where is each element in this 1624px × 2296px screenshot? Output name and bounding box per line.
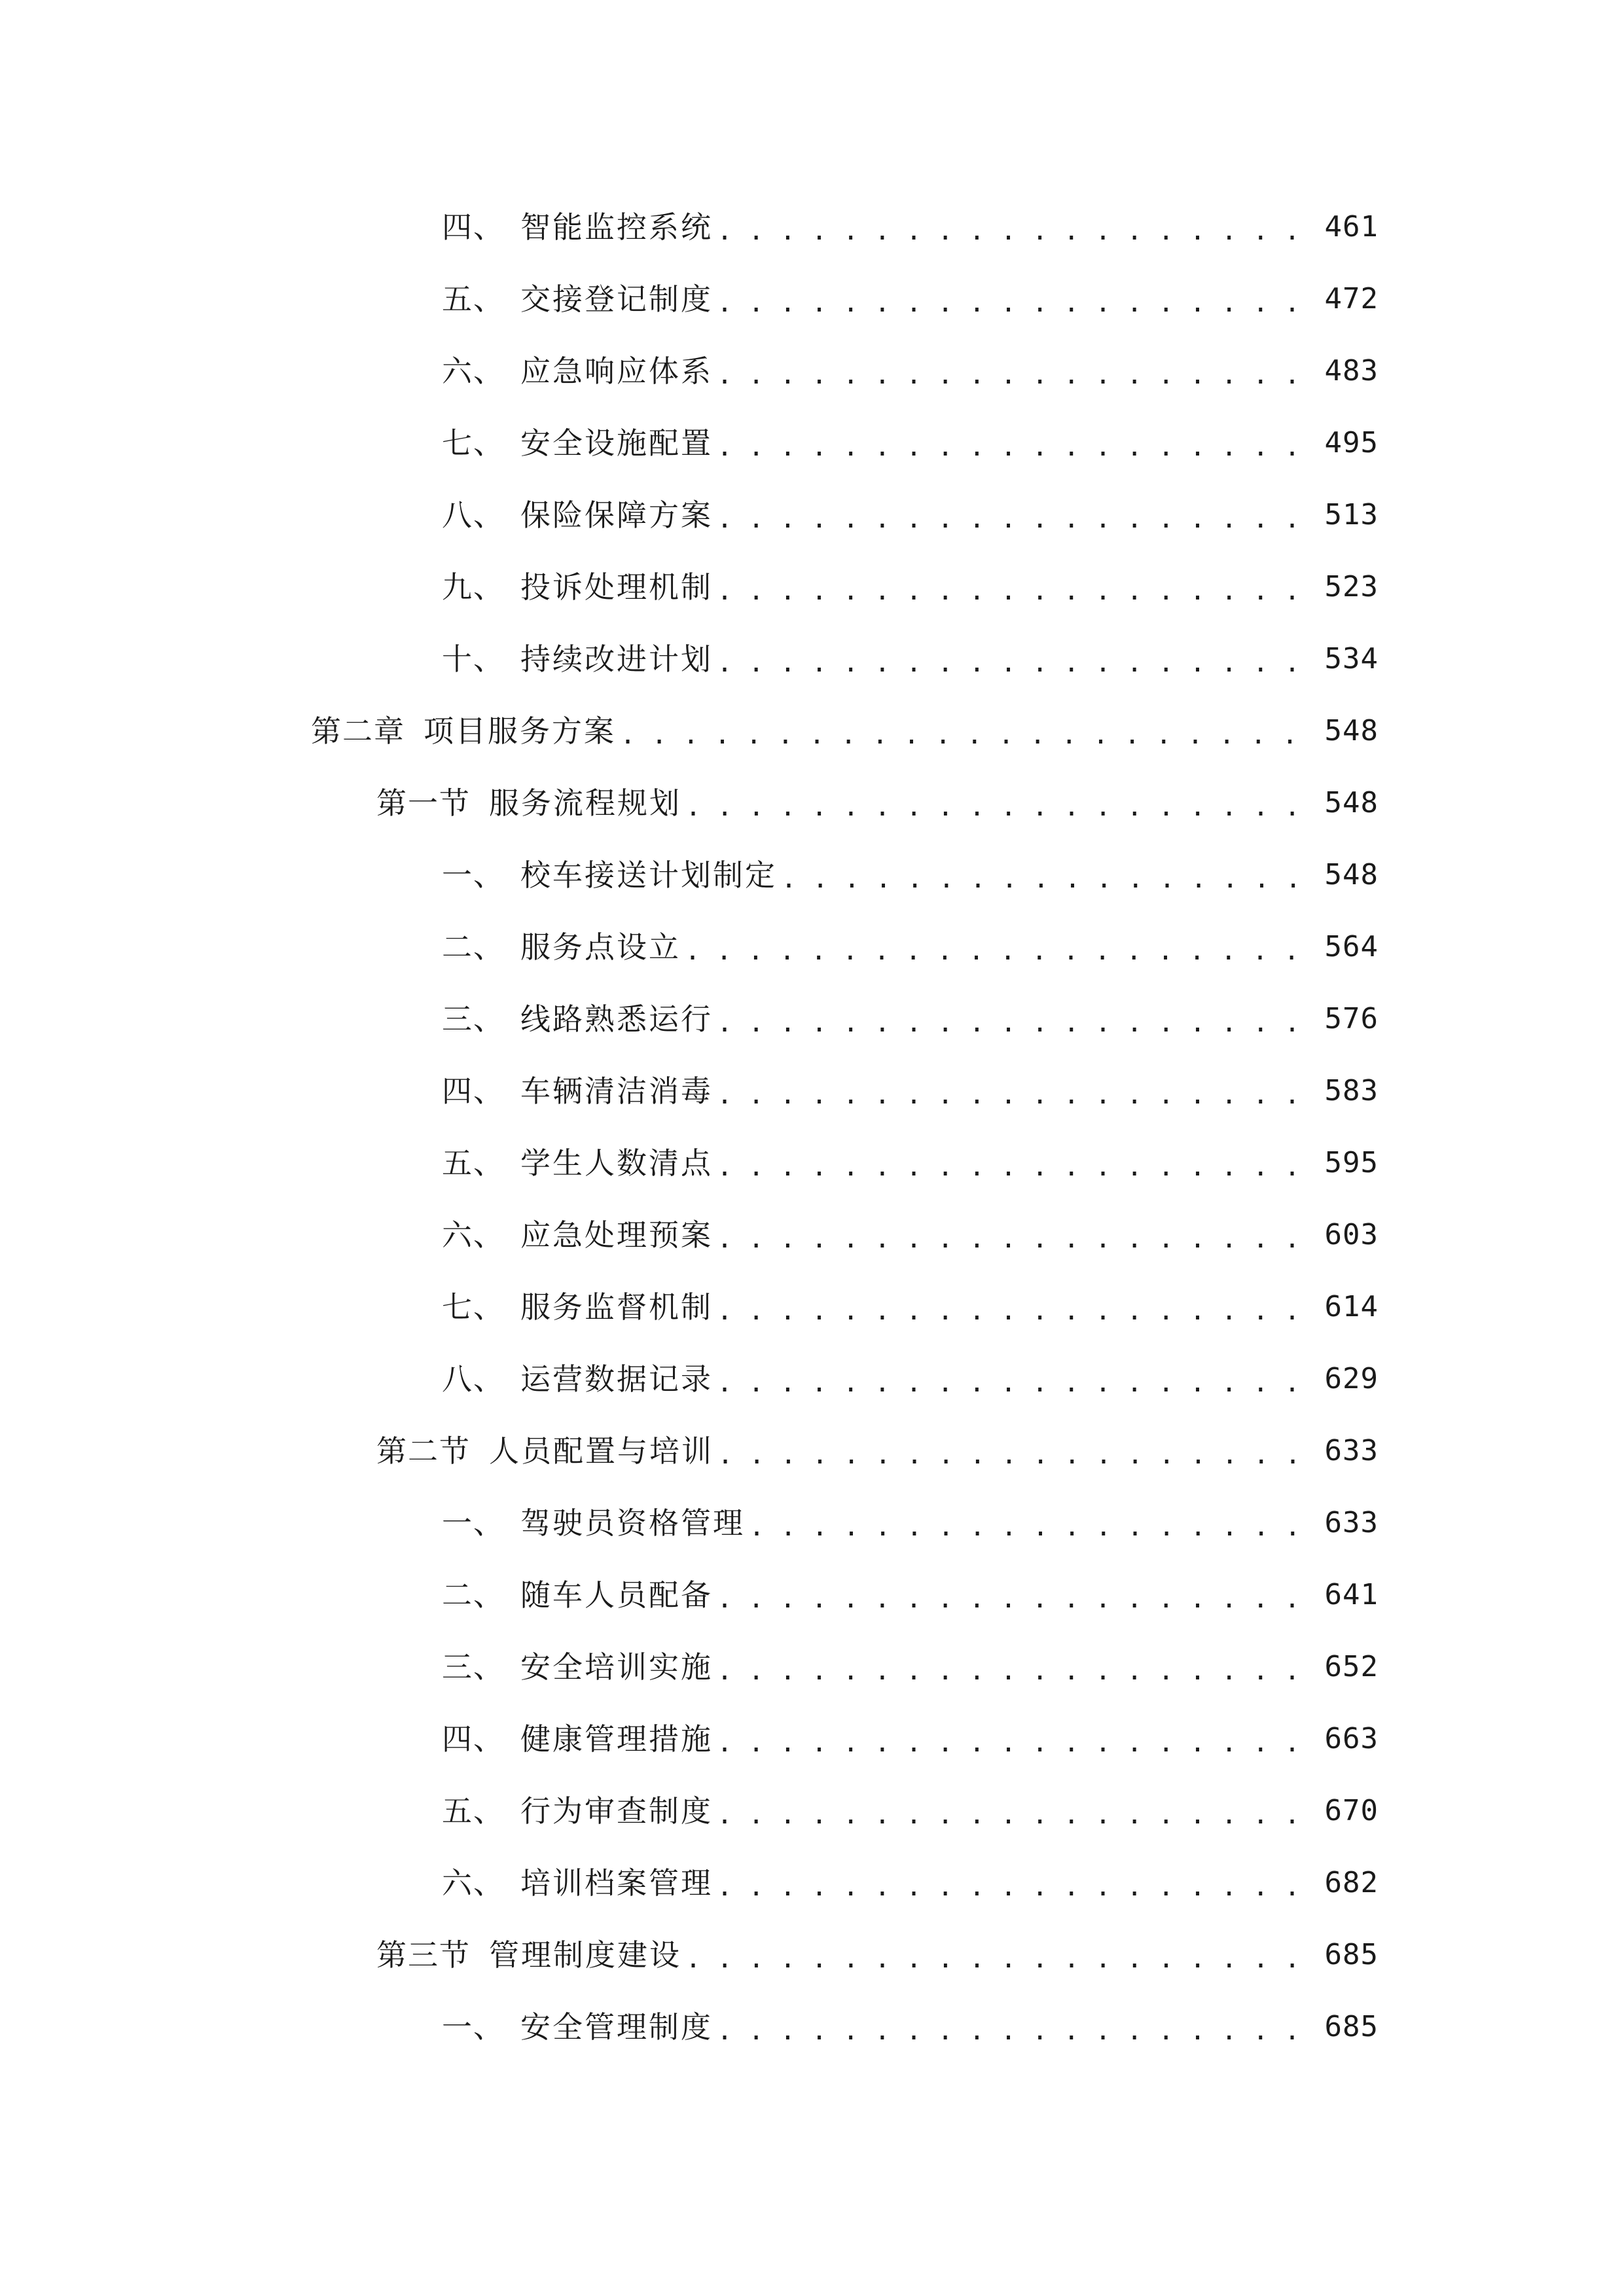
toc-entry-page: 548 [1324,858,1379,891]
toc-entry-title: 安全管理制度 [520,2009,713,2045]
toc-entry-page: 583 [1324,1074,1379,1107]
toc-entry-title: 服务流程规划 [489,785,681,821]
toc-entry-page: 483 [1324,354,1379,387]
toc-entry-page: 682 [1324,1866,1379,1899]
toc-entry[interactable] [442,551,1379,623]
toc-entry-title: 持续改进计划 [520,641,713,677]
dot-leader [717,263,1320,335]
toc-entry[interactable] [442,1631,1379,1703]
toc-entry-title: 服务监督机制 [520,1289,713,1325]
toc-entry-title: 安全培训实施 [520,1649,713,1685]
toc-entry-number: 六、 [442,353,505,389]
toc-entry[interactable] [442,1559,1379,1631]
toc-entry-number: 三、 [442,1001,505,1037]
toc-entry[interactable] [442,335,1379,407]
dot-leader [717,191,1320,263]
toc-section-entry[interactable] [376,1919,1379,1991]
dot-leader [717,983,1320,1055]
toc-section-entry[interactable] [376,767,1379,839]
dot-leader [717,623,1320,695]
toc-entry-number: 七、 [442,1289,505,1325]
toc-entry-page: 576 [1324,1002,1379,1035]
toc-entry-page: 614 [1324,1290,1379,1323]
toc-entry[interactable] [442,1271,1379,1343]
dot-leader [717,1055,1320,1127]
dot-leader [685,1919,1320,1991]
toc-entry[interactable] [442,407,1379,479]
toc-entry-number: 五、 [442,1145,505,1181]
toc-entry-number: 二、 [442,1577,505,1613]
dot-leader [781,839,1320,911]
toc-entry[interactable] [442,1703,1379,1775]
toc-entry-number: 一、 [442,2009,505,2045]
dot-leader [685,911,1320,983]
dot-leader [717,551,1320,623]
toc-entry-number: 五、 [442,1793,505,1829]
dot-leader [717,1127,1320,1199]
toc-entry-page: 461 [1324,210,1379,243]
toc-entry-number: 六、 [442,1217,505,1253]
toc-entry[interactable] [442,623,1379,695]
toc-entry[interactable] [442,479,1379,551]
toc-entry[interactable] [442,263,1379,335]
toc-entry-title: 运营数据记录 [520,1361,713,1397]
dot-leader [717,1415,1320,1487]
toc-entry-page: 472 [1324,282,1379,315]
toc-entry-page: 633 [1324,1434,1379,1467]
toc-entry-number: 四、 [442,209,505,245]
toc-entry-title: 线路熟悉运行 [520,1001,713,1037]
dot-leader [717,1847,1320,1919]
toc-entry-number: 四、 [442,1721,505,1757]
dot-leader [685,767,1320,839]
dot-leader [717,479,1320,551]
toc-entry-title: 学生人数清点 [520,1145,713,1181]
toc-entry-number: 第二节 [376,1433,471,1469]
dot-leader [717,1199,1320,1271]
toc-entry-page: 641 [1324,1578,1379,1611]
toc-entry[interactable] [442,1199,1379,1271]
toc-entry-page: 685 [1324,2010,1379,2043]
toc-entry-page: 513 [1324,498,1379,531]
toc-entry[interactable] [442,1127,1379,1199]
toc-entry-page: 603 [1324,1218,1379,1251]
toc-entry[interactable] [442,191,1379,263]
toc-entry-title: 行为审查制度 [520,1793,713,1829]
toc-entry-title: 应急响应体系 [520,353,713,389]
toc-entry[interactable] [442,1055,1379,1127]
dot-leader [717,1703,1320,1775]
toc-entry-number: 四、 [442,1073,505,1109]
toc-entry-number: 九、 [442,569,505,605]
toc-entry-title: 健康管理措施 [520,1721,713,1757]
toc-section-entry[interactable] [376,1415,1379,1487]
toc-entry-number: 二、 [442,929,505,965]
toc-entry-number: 三、 [442,1649,505,1685]
toc-entry-number: 六、 [442,1865,505,1901]
dot-leader [717,1271,1320,1343]
toc-entry-page: 534 [1324,642,1379,675]
toc-entry-title: 项目服务方案 [424,713,616,749]
toc-entry[interactable] [442,1487,1379,1559]
toc-entry[interactable] [442,911,1379,983]
toc-entry[interactable] [442,1343,1379,1415]
toc-entry-title: 应急处理预案 [520,1217,713,1253]
toc-entry-page: 670 [1324,1794,1379,1827]
toc-entry-number: 一、 [442,857,505,893]
toc-entry-page: 548 [1324,714,1379,747]
toc-entry-title: 校车接送计划制定 [520,857,777,893]
toc-entry-number: 第一节 [376,785,471,821]
toc-entry[interactable] [442,839,1379,911]
toc-entry-title: 驾驶员资格管理 [520,1505,745,1541]
dot-leader [717,1631,1320,1703]
toc-entry-title: 智能监控系统 [520,209,713,245]
dot-leader [717,1991,1320,2063]
dot-leader [749,1487,1320,1559]
dot-leader [717,407,1320,479]
toc-entry-title: 车辆清洁消毒 [520,1073,713,1109]
toc-entry-number: 八、 [442,1361,505,1397]
toc-entry[interactable] [442,1991,1379,2063]
toc-chapter-entry[interactable] [311,695,1379,767]
toc-entry-page: 663 [1324,1722,1379,1755]
toc-entry[interactable] [442,1847,1379,1919]
dot-leader [717,1559,1320,1631]
toc-entry-title: 安全设施配置 [520,425,713,461]
toc-entry[interactable] [442,983,1379,1055]
toc-entry-number: 第三节 [376,1937,471,1973]
toc-entry-page: 685 [1324,1938,1379,1971]
toc-entry-title: 管理制度建设 [489,1937,681,1973]
toc-entry-page: 652 [1324,1650,1379,1683]
toc-entry-title: 保险保障方案 [520,497,713,533]
toc-entry-number: 第二章 [311,713,405,749]
dot-leader [717,335,1320,407]
toc-entry-title: 随车人员配备 [520,1577,713,1613]
toc-entry-title: 交接登记制度 [520,281,713,317]
toc-entry-page: 633 [1324,1506,1379,1539]
toc-entry[interactable] [442,1775,1379,1847]
toc-entry-page: 629 [1324,1362,1379,1395]
toc-entry-number: 十、 [442,641,505,677]
toc-entry-page: 564 [1324,930,1379,963]
toc-entry-number: 五、 [442,281,505,317]
toc-entry-page: 523 [1324,570,1379,603]
dot-leader [717,1775,1320,1847]
toc-entry-title: 服务点设立 [520,929,681,965]
toc-entry-number: 一、 [442,1505,505,1541]
dot-leader [717,1343,1320,1415]
toc-entry-title: 投诉处理机制 [520,569,713,605]
toc-entry-page: 595 [1324,1146,1379,1179]
toc-entry-title: 人员配置与培训 [489,1433,713,1469]
toc-entry-title: 培训档案管理 [520,1865,713,1901]
toc-entry-page: 495 [1324,426,1379,459]
toc-entry-page: 548 [1324,786,1379,819]
toc-entry-number: 七、 [442,425,505,461]
toc-entry-number: 八、 [442,497,505,533]
dot-leader [620,695,1320,767]
